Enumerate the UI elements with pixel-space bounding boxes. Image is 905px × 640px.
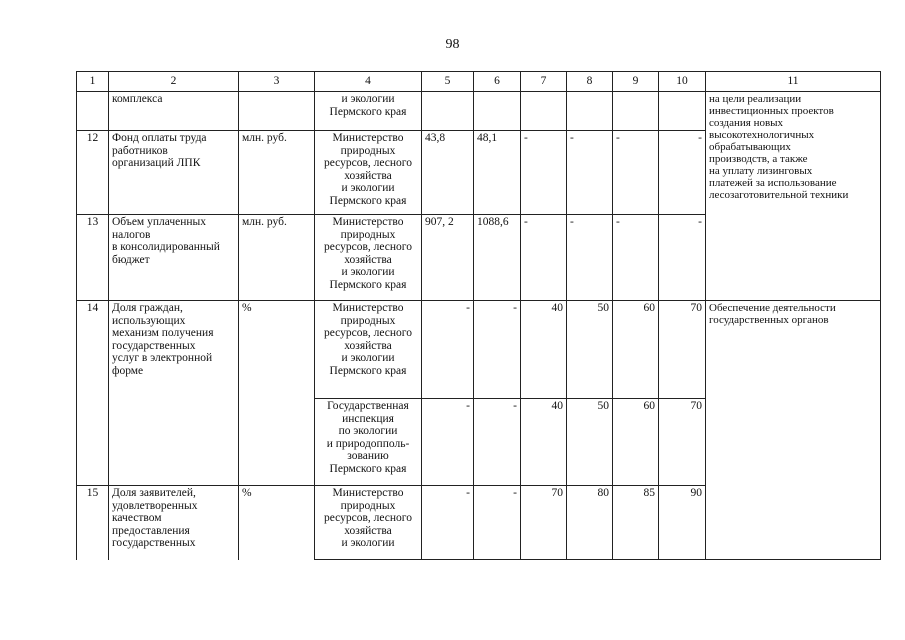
cell-c9: 60 [613,399,659,486]
cell-note-investment: на цели реализации инвестиционных проектов создания новых высокотехнологичных обрабатывающих производств, а также на уплату лизинговых платежей за использование лесозаготовительной техники [706,92,881,301]
col-header-1: 1 [77,72,109,92]
cell-c9: 85 [613,486,659,560]
cell-c10: 70 [659,301,706,399]
cell-c5 [422,92,474,131]
page-number: 98 [445,37,460,52]
cell-c6 [474,92,521,131]
cell-c5: 43,8 [422,131,474,215]
cell-c5: 907, 2 [422,215,474,301]
cell-num [77,92,109,131]
cell-c10: - [659,131,706,215]
col-header-8: 8 [567,72,613,92]
cell-c5: - [422,486,474,560]
cell-c6: - [474,486,521,560]
cell-unit: млн. руб. [239,131,315,215]
cell-name: Фонд оплаты труда работников организаций ЛПК [109,131,239,215]
cell-c8: 80 [567,486,613,560]
cell-ministry: Государственная инспекция по экологии и природопполь- зованию Пермского края [315,399,422,486]
cell-c9: - [613,215,659,301]
cell-c5: - [422,399,474,486]
cell-c10: 70 [659,399,706,486]
col-header-5: 5 [422,72,474,92]
cell-note-gov-bodies: Обеспечение деятельности государственных органов [706,301,881,560]
cell-num: 12 [77,131,109,215]
col-header-10: 10 [659,72,706,92]
cell-ministry: Министерство природных ресурсов, лесного хозяйства и экологии Пермского края [315,301,422,399]
cell-c7: 70 [521,486,567,560]
cell-c7: 40 [521,301,567,399]
cell-c9: - [613,131,659,215]
cell-c7: 40 [521,399,567,486]
cell-unit: млн. руб. [239,215,315,301]
indicators-table [76,71,881,560]
col-header-6: 6 [474,72,521,92]
cell-c6: 1088,6 [474,215,521,301]
cell-num: 13 [77,215,109,301]
col-header-4: 4 [315,72,422,92]
col-header-7: 7 [521,72,567,92]
cell-name: Доля граждан, использующих механизм получения государственных услуг в электронной форме [109,301,239,486]
cell-c8: - [567,131,613,215]
cell-name: Объем уплаченных налогов в консолидированный бюджет [109,215,239,301]
cell-c10: 90 [659,486,706,560]
table-row-14 [77,301,881,399]
cell-num: 15 [77,486,109,560]
cell-c7 [521,92,567,131]
col-header-11: 11 [706,72,881,92]
col-header-3: 3 [239,72,315,92]
cell-c6: 48,1 [474,131,521,215]
cell-ministry: и экологии Пермского края [315,92,422,131]
cell-ministry: Министерство природных ресурсов, лесного хозяйства и экологии Пермского края [315,131,422,215]
cell-c8: - [567,215,613,301]
cell-c5: - [422,301,474,399]
cell-unit: % [239,486,315,560]
cell-c8: 50 [567,301,613,399]
cell-c6: - [474,301,521,399]
cell-c8: 50 [567,399,613,486]
cell-c7: - [521,215,567,301]
cell-c9 [613,92,659,131]
table-row-continuation [77,92,881,131]
col-header-9: 9 [613,72,659,92]
cell-c8 [567,92,613,131]
cell-c10: - [659,215,706,301]
cell-c10 [659,92,706,131]
cell-num: 14 [77,301,109,486]
cell-unit [239,92,315,131]
cell-name: комплекса [109,92,239,131]
cell-unit: % [239,301,315,486]
col-header-2: 2 [109,72,239,92]
cell-c6: - [474,399,521,486]
cell-ministry: Министерство природных ресурсов, лесного хозяйства и экологии Пермского края [315,215,422,301]
cell-c9: 60 [613,301,659,399]
header-row [77,72,881,92]
cell-ministry: Министерство природных ресурсов, лесного хозяйства и экологии [315,486,422,560]
cell-name: Доля заявителей, удовлетворенных качеством предоставления государственных [109,486,239,560]
cell-c7: - [521,131,567,215]
